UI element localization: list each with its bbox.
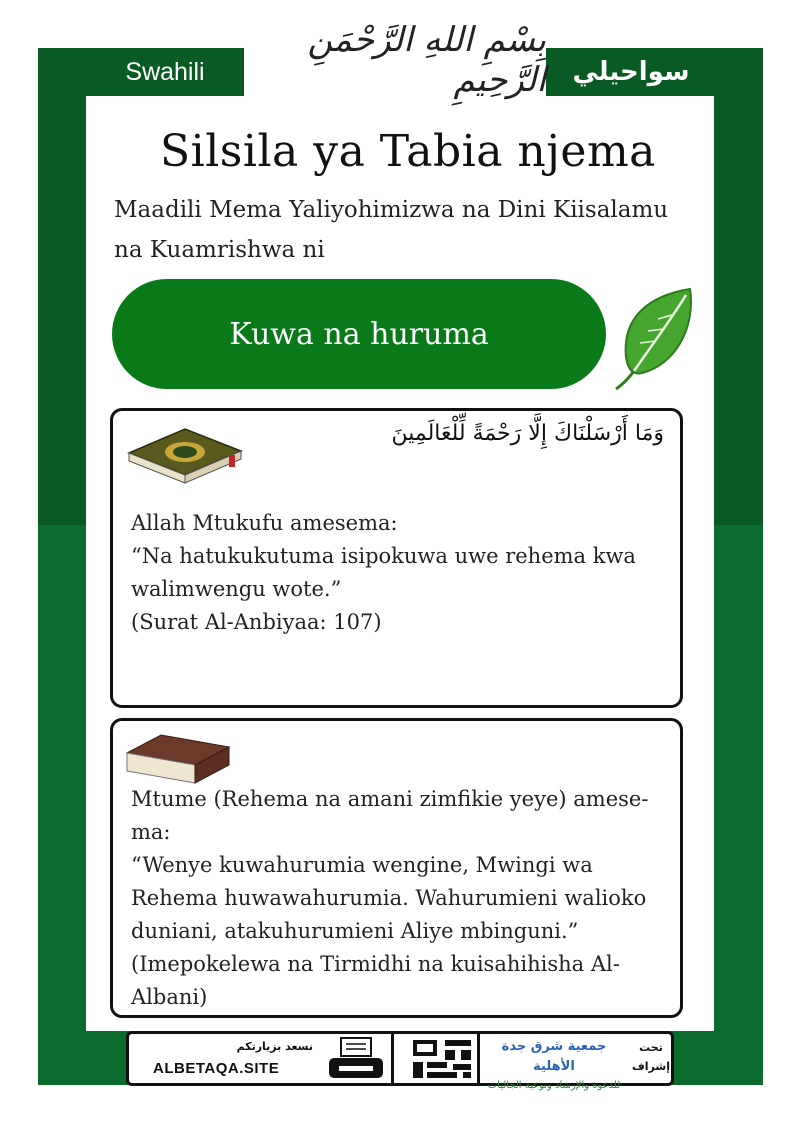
organization-subtitle: للدعوة والإرشاد وتوعية الجاليات — [487, 1080, 621, 1091]
page-title: Silsila ya Tabia njema — [160, 126, 656, 177]
site-link[interactable] — [129, 1034, 325, 1083]
footer-divider — [477, 1034, 480, 1083]
printer-icon[interactable] — [325, 1036, 387, 1082]
hadith-card — [110, 718, 683, 1018]
qr-logo-icon — [409, 1036, 475, 1082]
quran-intro: Allah Mtukufu amesema: — [131, 511, 398, 535]
leaf-icon — [612, 285, 698, 391]
organization-logo — [481, 1037, 627, 1091]
quran-card — [110, 408, 683, 708]
quran-book-icon — [125, 425, 243, 489]
supervision-label: تحت إشراف — [632, 1041, 670, 1073]
site-url[interactable]: ALBETAQA.SITE — [153, 1060, 280, 1077]
site-welcome-ar: نسعد بزيارتكم — [236, 1040, 313, 1053]
footer-divider — [391, 1034, 394, 1083]
hadith-text — [131, 783, 671, 1014]
hadith-reference: (Imepokelewa na Tirmidhi na kuisahihisha Al-Albani) — [131, 952, 620, 1009]
quran-ayah: وَمَا أَرْسَلْنَاكَ إِلَّا رَحْمَةً لِّلْعَالَمِينَ — [391, 421, 664, 446]
footer-bar — [126, 1031, 674, 1091]
quran-text — [131, 507, 671, 639]
quran-quote: “Na hatukukutuma isipokuwa uwe rehema kwa walimwengu wote.” — [131, 544, 636, 601]
hadith-quote: “Wenye kuwahurumia wengine, Mwingi wa Rehema huwawahurumia. Wahurumieni walioko duniani, atakuhurumieni Aliye mbinguni.” — [131, 853, 647, 943]
page-subtitle: Maadili Mema Yaliyohimizwa na Dini Kiisalamu na Kuamrishwa ni — [114, 197, 669, 263]
quran-reference: (Surat Al-Anbiyaa: 107) — [131, 610, 382, 634]
topic-banner — [112, 279, 606, 389]
language-label-en: Swahili — [125, 57, 205, 86]
hadith-intro: Mtume (Rehema na amani zimfikie yeye) amese-ma: — [131, 787, 649, 844]
hadith-book-icon — [121, 731, 233, 787]
basmala-calligraphy: بِسْمِ اللهِ الرَّحْمَنِ الرَّحِيمِ — [307, 20, 546, 100]
language-label-ar: سواحيلي — [572, 57, 690, 87]
organization-name: جمعية شرق جدة الأهلية — [501, 1039, 607, 1074]
topic-label: Kuwa na huruma — [229, 316, 489, 352]
